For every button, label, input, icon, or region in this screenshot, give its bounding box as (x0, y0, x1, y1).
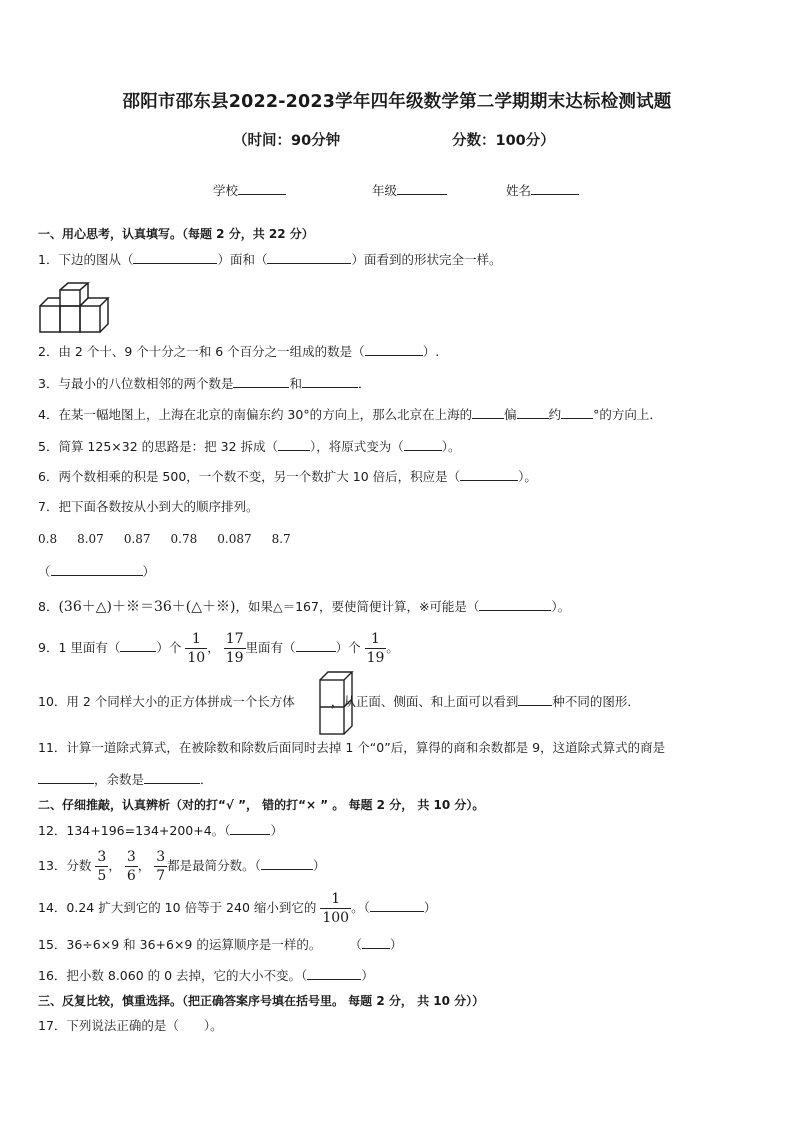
q5-blank-2[interactable] (404, 437, 442, 451)
grade-field (372, 181, 447, 199)
q7-numbers: 0.8 8.07 0.87 0.78 0.087 8.7 (38, 532, 291, 546)
school-blank[interactable] (238, 181, 286, 195)
exam-score: 分数：100分） (452, 133, 555, 149)
question-12: 12．134+196=134+200+4。（ ） (38, 823, 283, 838)
q4-blank-3[interactable] (561, 405, 593, 419)
q1-blank-2[interactable] (267, 250, 351, 264)
question-5: 5．简算 125×32 的思路是：把 32 拆成（ ），将原式变为（ ）。 (38, 439, 461, 454)
question-3: 3．与最小的八位数相邻的两个数是 和 ． (38, 376, 371, 391)
question-6: 6．两个数相乘的积是 500，一个数不变，另一个数扩大 10 倍后，积应是（ ）。 (38, 469, 537, 484)
question-9: 9．1 里面有（ ）个 $\frac{1}{10}$ ， $\frac{17}{19}$ 里面有（ ）个 $\frac{1}{19}$ 。 (38, 631, 399, 666)
grade-label: 年级 (372, 183, 398, 198)
question-14: 14．0.24 扩大到它的 10 倍等于 240 缩小到它的 $\frac{1}{100}$ 。（ ） (38, 891, 437, 926)
q14-blank[interactable] (370, 898, 424, 912)
question-16: 16．把小数 8.060 的 0 去掉，它的大小不变。（ ） (38, 968, 374, 983)
question-11-line-1: 11．计算一道除式算式，在被除数和除数后面同时去掉 1 个“0”后，算得的商和余数都是 9，这道除式算式的商是 (38, 740, 666, 755)
q11-blank-2[interactable] (144, 770, 200, 784)
question-13: 13．分数 $\frac{3}{5}$ ， $\frac{3}{6}$ ， $\frac{3}{7}$ 都是最简分数。（ ） (38, 849, 326, 884)
q4-blank-2[interactable] (517, 405, 549, 419)
school-field (213, 181, 286, 199)
q7-blank[interactable] (51, 562, 143, 576)
q3-blank-1[interactable] (233, 374, 289, 388)
page-title: 邵阳市邵东县2022-2023学年四年级数学第二学期期末达标检测试题 (122, 92, 672, 112)
q8-blank[interactable] (479, 597, 551, 611)
section-3-heading: 三、反复比较，慎重选择。（把正确答案序号填在括号里。 每题 2 分， 共 10 分）） (38, 994, 485, 1008)
question-10: 10．用 2 个同样大小的正方体拼成一个长方体 ，从正面、侧面、和上面可以看到 种不同的图形． (38, 694, 640, 709)
name-blank[interactable] (531, 181, 579, 195)
question-17: 17．下列说法正确的是（ ）。 (38, 1018, 223, 1033)
q16-blank[interactable] (307, 966, 361, 980)
fraction-3-7: $\frac{3}{7}$ (156, 849, 166, 884)
fraction-1-19: $\frac{1}{19}$ (366, 631, 385, 666)
q9-blank-2[interactable] (296, 638, 336, 652)
question-8: 8．(36＋△)＋※＝36＋(△＋※)，如果△＝167，要使简便计算，※可能是（ ）。 (38, 599, 571, 615)
q5-blank-1[interactable] (278, 437, 310, 451)
name-field (506, 181, 579, 199)
question-11-line-2: ，余数是 ． (38, 770, 213, 789)
fraction-3-6: $\frac{3}{6}$ (126, 849, 136, 884)
question-7: 7．把下面各数按从小到大的顺序排列。 (38, 499, 259, 514)
q7-answer: （ ） (38, 564, 156, 579)
name-label: 姓名 (506, 183, 532, 198)
fraction-1-10: $\frac{1}{10}$ (187, 631, 206, 666)
q6-blank[interactable] (460, 467, 518, 481)
grade-blank[interactable] (397, 181, 447, 195)
fraction-3-5: $\frac{3}{5}$ (97, 849, 107, 884)
exam-time: （时间：90分钟 (233, 133, 341, 149)
section-1-heading: 一、用心思考，认真填写。（每题 2 分，共 22 分） (38, 227, 314, 241)
q9-blank-1[interactable] (120, 638, 156, 652)
school-label: 学校 (213, 183, 239, 198)
question-2: 2．由 2 个十、9 个十分之一和 6 个百分之一组成的数是（ ）. (38, 344, 440, 359)
q15-blank[interactable] (362, 935, 390, 949)
cube-stack-figure (38, 280, 110, 336)
q2-blank[interactable] (365, 342, 423, 356)
q13-blank[interactable] (261, 856, 313, 870)
question-1: 1．下边的图从（ ）面和（ ）面看到的形状完全一样。 (38, 252, 502, 267)
q3-blank-2[interactable] (302, 374, 358, 388)
q12-blank[interactable] (230, 821, 270, 835)
question-4: 4．在某一幅地图上，上海在北京的南偏东约 30°的方向上，那么北京在上海的 偏 约 °的方向上． (38, 407, 662, 422)
q11-blank-1[interactable] (38, 770, 94, 784)
section-2-heading: 二、仔细推敲，认真辨析（对的打“√ ”， 错的打“× ” 。 每题 2 分， 共 10 分）。 (38, 798, 485, 812)
fraction-17-19: $\frac{17}{19}$ (225, 631, 244, 666)
q10-blank[interactable] (518, 692, 552, 706)
q1-blank-1[interactable] (133, 250, 217, 264)
cuboid-figure (318, 670, 354, 736)
q4-blank-1[interactable] (472, 405, 504, 419)
fraction-1-100: $\frac{1}{100}$ (322, 891, 350, 926)
question-15: 15．36÷6×9 和 36+6×9 的运算顺序是一样的。 （ ） (38, 937, 403, 952)
